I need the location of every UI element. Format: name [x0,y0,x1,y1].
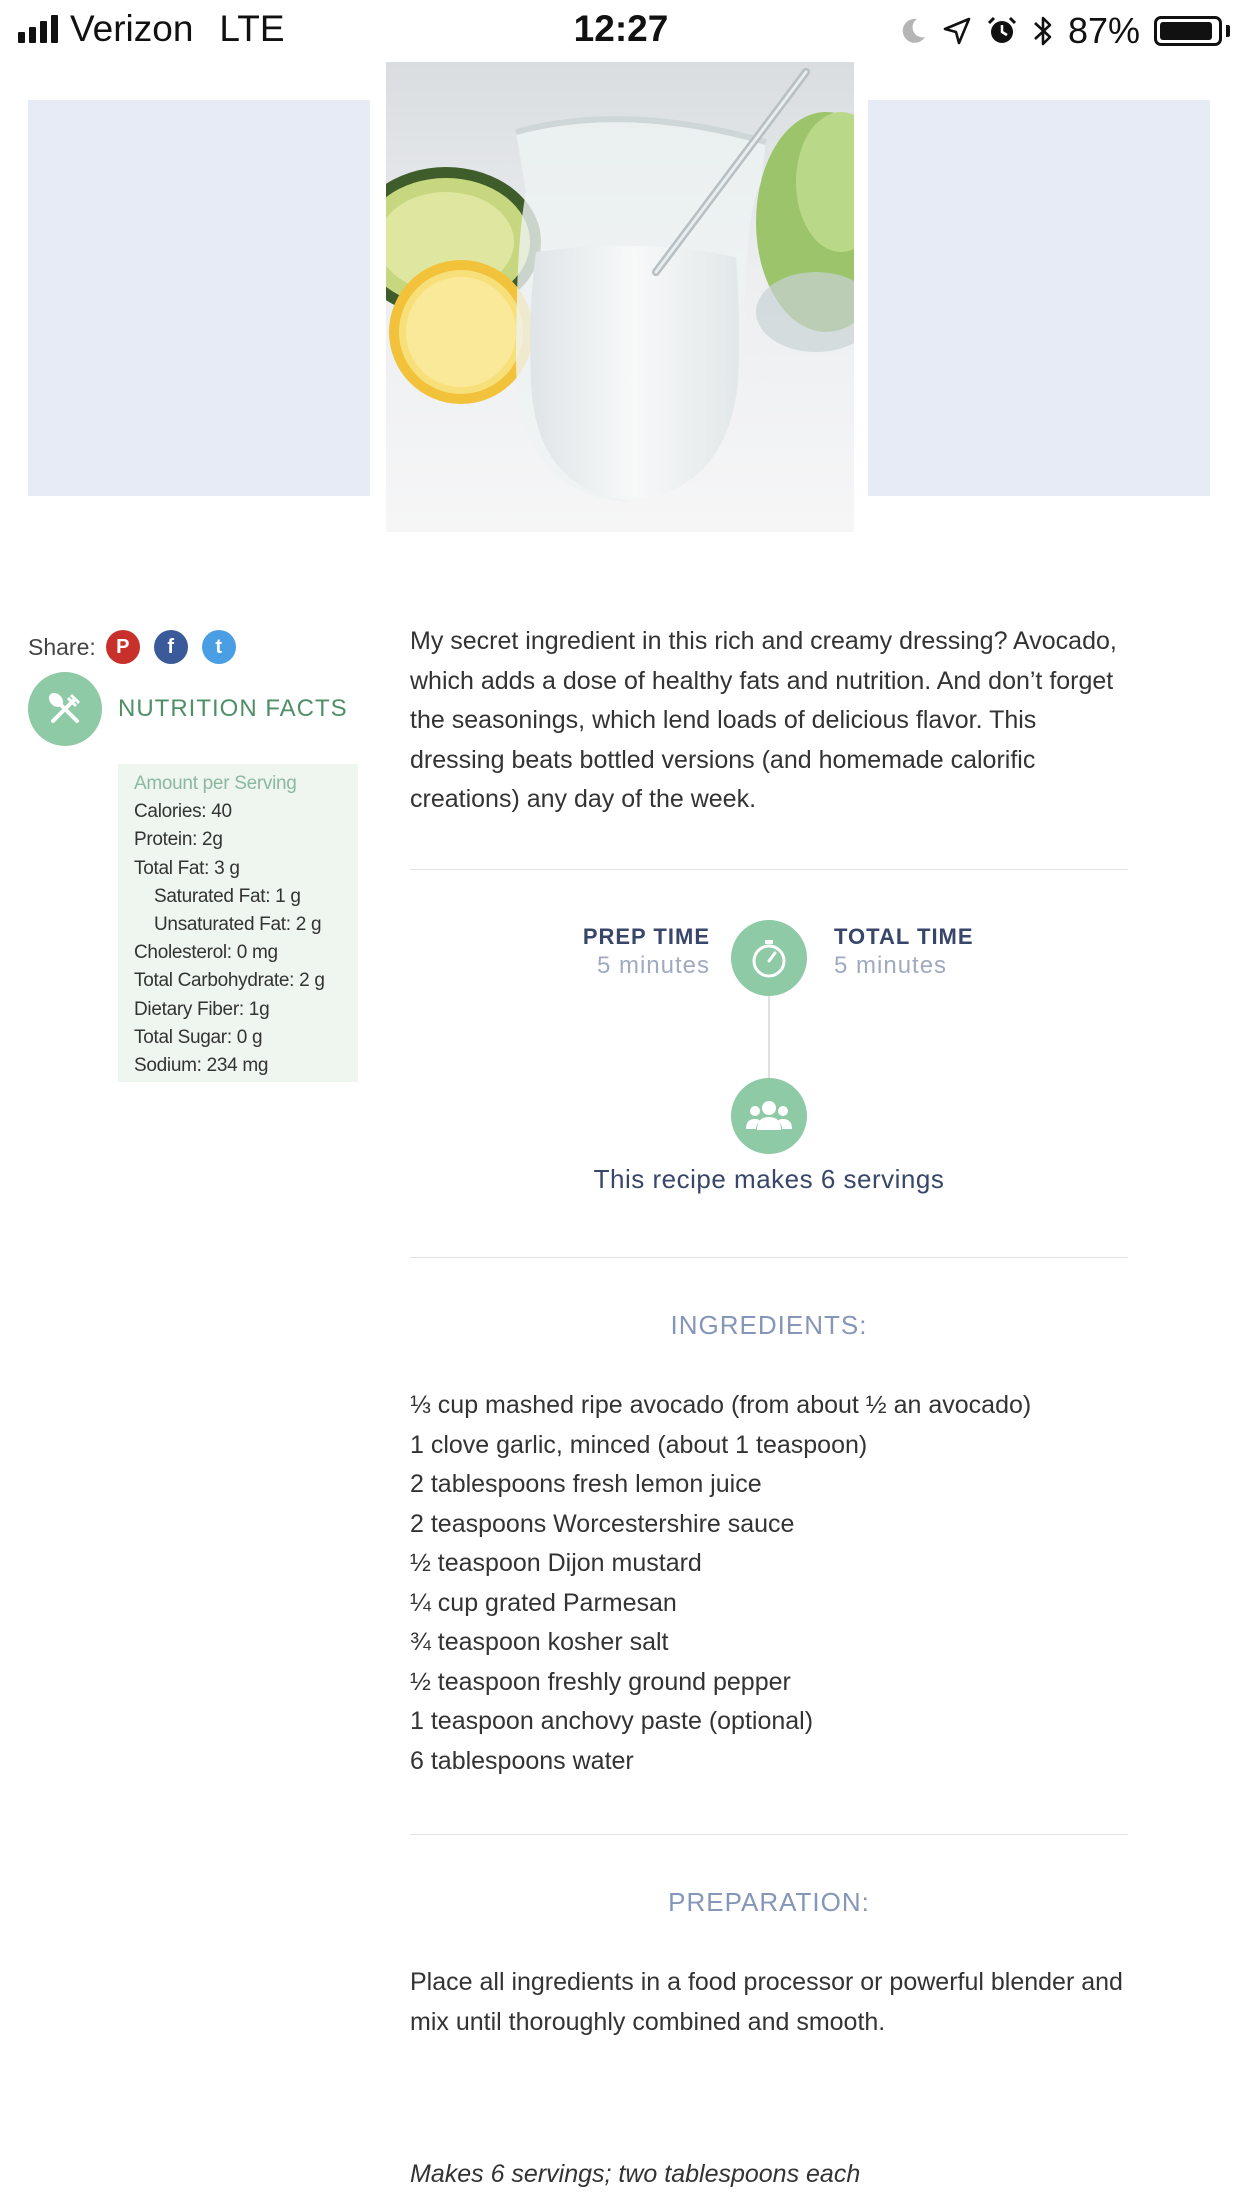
ingredient-item: ¼ cup grated Parmesan [410,1588,677,1617]
divider [410,1834,1128,1835]
nutrition-table [118,764,358,1082]
stopwatch-icon [731,920,807,996]
ingredient-item: 1 teaspoon anchovy paste (optional) [410,1707,814,1735]
recipe-photo [386,62,854,532]
share-bar [28,630,250,664]
carousel-placeholder-left [28,100,370,496]
carousel-placeholder-right [868,100,1210,496]
prep-time [583,924,710,980]
share-label: Share: [28,633,96,660]
carrier-name: Verizon [70,8,194,49]
twitter-icon[interactable]: t [202,630,236,664]
nutrition-row: Cholesterol: 0 mg [134,942,278,964]
total-time-label: TOTAL TIME [834,924,974,949]
total-time-value: 5 minutes [834,952,948,979]
servings-text: This recipe makes 6 servings [593,1164,945,1194]
fork-knife-icon [28,672,102,746]
status-time: 12:27 [573,8,669,49]
battery-percent: 87% [1067,10,1140,51]
ingredient-item: ¾ teaspoon kosher salt [410,1628,669,1656]
recipe-intro: My secret ingredient in this rich and creamy dressing? Avocado, which adds a dose of healthy fats and nutrition. And don’t forget the seasonings, which lend loads of delicious flavor. This dressing beats bottled versions (and homemade calorific creations) any day of the week. [410,627,1117,813]
divider [410,869,1128,870]
nutrition-facts-toggle[interactable] [28,672,348,746]
timeline-connector [768,996,770,1078]
ingredient-item: ½ teaspoon Dijon mustard [410,1549,702,1577]
divider [410,1257,1128,1258]
nutrition-row: Sodium: 234 mg [134,1055,269,1077]
ingredients-title: INGREDIENTS: [670,1310,868,1340]
prep-time-value: 5 minutes [596,952,710,979]
nutrition-row: Dietary Fiber: 1g [134,998,270,1020]
ingredient-item: 1 clove garlic, minced (about 1 teaspoon) [410,1430,868,1459]
nutrition-row: Saturated Fat: 1 g [154,885,301,907]
facebook-icon[interactable]: f [154,630,188,664]
nutrition-row: Total Fat: 3 g [134,857,240,879]
battery-icon [1154,16,1222,46]
ingredient-item: ½ teaspoon freshly ground pepper [410,1667,791,1696]
preparation-text: Place all ingredients in a food processor or powerful blender and mix until thoroughly combined and smooth. [410,1968,1123,2036]
network-type: LTE [219,8,285,49]
ingredient-item: 2 teaspoons Worcestershire sauce [410,1509,795,1538]
nutrition-row: Unsaturated Fat: 2 g [154,914,322,936]
yield-note: Makes 6 servings; two tablespoons each [410,2160,861,2188]
total-time [834,924,974,980]
ingredient-item: 6 tablespoons water [410,1746,634,1775]
ingredients-list [410,1386,1130,1781]
location-arrow-icon [942,16,972,46]
nutrition-row: Total Carbohydrate: 2 g [134,970,325,992]
prep-time-label: PREP TIME [582,924,710,949]
nutrition-facts-title: NUTRITION FACTS [118,695,348,722]
pinterest-icon[interactable]: P [106,630,140,664]
bluetooth-icon [1032,14,1054,48]
moon-icon [898,16,928,46]
nutrition-row: Total Sugar: 0 g [134,1026,263,1048]
nutrition-row: Calories: 40 [134,801,232,823]
people-icon [731,1078,807,1154]
recipe-times [410,900,1128,1220]
nutrition-row: Protein: 2g [134,829,223,851]
preparation-title: PREPARATION: [668,1887,870,1917]
alarm-icon [986,15,1018,47]
ingredient-item: 2 tablespoons fresh lemon juice [410,1470,762,1498]
ingredient-item: ⅓ cup mashed ripe avocado (from about ½ an avocado) [410,1391,1032,1419]
nutrition-header: Amount per Serving [134,773,297,794]
status-bar [0,0,1242,62]
